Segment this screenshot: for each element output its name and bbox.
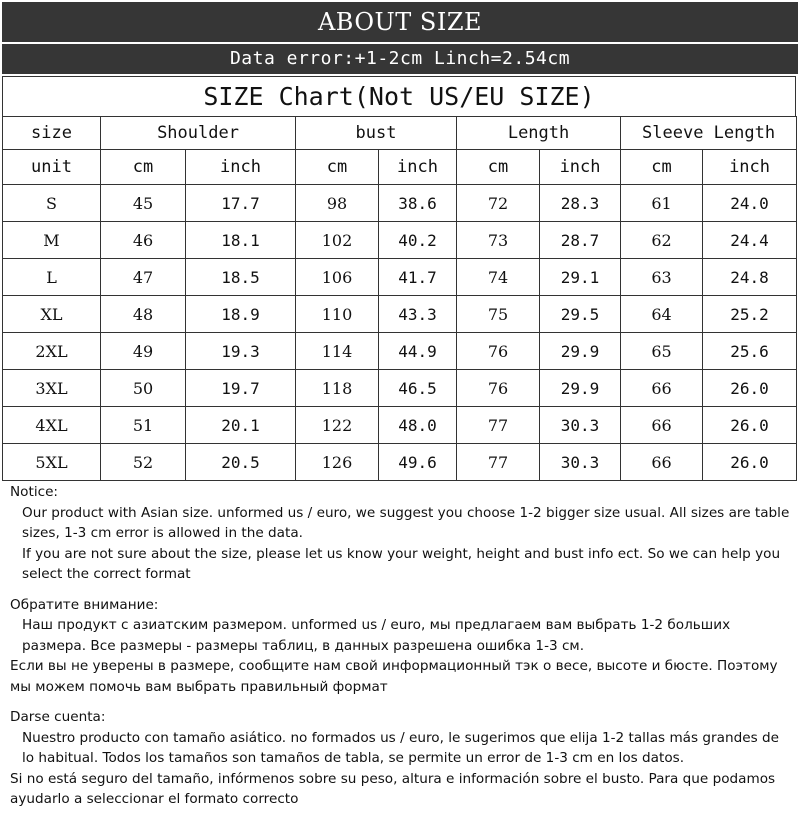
measurement-cell: 29.9 xyxy=(540,370,621,407)
notes-spanish xyxy=(10,707,792,810)
size-row xyxy=(3,259,797,296)
measurement-cell: 38.6 xyxy=(379,185,457,222)
measurement-cell: 50 xyxy=(101,370,186,407)
size-label-cell: XL xyxy=(3,296,101,333)
notes-paragraph: Si no está seguro del tamaño, infórmenos sobre su peso, altura e información sobre el busto. Para que podamos ayudarlo a seleccionar el formato correcto xyxy=(10,770,776,807)
size-label-cell: 5XL xyxy=(3,444,101,481)
measurement-cell: 49.6 xyxy=(379,444,457,481)
notes-paragraph: If you are not sure about the size, please let us know your weight, height and bust info ect. So we can help you select the correct format xyxy=(22,545,781,582)
measurement-cell: 24.8 xyxy=(703,259,797,296)
measurement-cell: 25.2 xyxy=(703,296,797,333)
measurement-cell: 20.1 xyxy=(186,407,296,444)
measurement-cell: 74 xyxy=(457,259,540,296)
notes-heading: Обратите внимание: xyxy=(10,596,159,613)
measurement-cell: 30.3 xyxy=(540,444,621,481)
measurement-cell: 114 xyxy=(296,333,379,370)
measurement-cell: 51 xyxy=(101,407,186,444)
unit-header-cell: inch xyxy=(186,150,296,185)
unit-header-row xyxy=(3,150,797,185)
measurement-cell: 98 xyxy=(296,185,379,222)
measurement-cell: 18.1 xyxy=(186,222,296,259)
notes-heading: Notice: xyxy=(10,484,59,500)
unit-header-cell: inch xyxy=(540,150,621,185)
measurement-cell: 62 xyxy=(621,222,703,259)
measurement-cell: 52 xyxy=(101,444,186,481)
group-header-cell: Length xyxy=(457,117,621,150)
notes-english xyxy=(10,482,792,585)
size-label-cell: S xyxy=(3,185,101,222)
measurement-cell: 64 xyxy=(621,296,703,333)
measurement-cell: 29.9 xyxy=(540,333,621,370)
size-label-cell: L xyxy=(3,259,101,296)
notes-paragraph: Our product with Asian size. unformed us / euro, we suggest you choose 1-2 bigger size usual. All sizes are table sizes, 1-3 cm error is allowed in the data. xyxy=(22,504,790,541)
measurement-cell: 65 xyxy=(621,333,703,370)
group-header-cell: bust xyxy=(296,117,457,150)
notes-paragraph: Наш продукт с азиатским размером. unformed us / euro, мы предлагаем вам выбрать 1-2 больших размера. Все размеры - размеры таблиц, в данных разрешена ошибка 1-3 см. xyxy=(22,617,731,654)
group-header-cell: Sleeve Length xyxy=(621,117,797,150)
measurement-cell: 106 xyxy=(296,259,379,296)
group-header-cell: Shoulder xyxy=(101,117,296,150)
measurement-cell: 77 xyxy=(457,444,540,481)
measurement-cell: 110 xyxy=(296,296,379,333)
measurement-cell: 63 xyxy=(621,259,703,296)
size-label-cell: 3XL xyxy=(3,370,101,407)
data-error-banner: Data error:+1-2cm Linch=2.54cm xyxy=(2,44,798,74)
notes-heading: Darse cuenta: xyxy=(10,709,106,725)
measurement-cell: 26.0 xyxy=(703,407,797,444)
size-row xyxy=(3,333,797,370)
measurement-cell: 19.7 xyxy=(186,370,296,407)
measurement-cell: 26.0 xyxy=(703,370,797,407)
measurement-cell: 29.5 xyxy=(540,296,621,333)
measurement-cell: 122 xyxy=(296,407,379,444)
size-row xyxy=(3,407,797,444)
measurement-cell: 28.7 xyxy=(540,222,621,259)
measurement-cell: 126 xyxy=(296,444,379,481)
unit-header-cell: inch xyxy=(703,150,797,185)
measurement-cell: 18.5 xyxy=(186,259,296,296)
size-row xyxy=(3,444,797,481)
unit-header-cell: inch xyxy=(379,150,457,185)
size-row xyxy=(3,296,797,333)
size-table xyxy=(2,116,797,481)
unit-header-cell: cm xyxy=(296,150,379,185)
measurement-cell: 44.9 xyxy=(379,333,457,370)
measurement-cell: 43.3 xyxy=(379,296,457,333)
measurement-cell: 29.1 xyxy=(540,259,621,296)
measurement-cell: 76 xyxy=(457,370,540,407)
size-row xyxy=(3,222,797,259)
measurement-cell: 17.7 xyxy=(186,185,296,222)
measurement-cell: 30.3 xyxy=(540,407,621,444)
measurement-cell: 72 xyxy=(457,185,540,222)
measurement-cell: 19.3 xyxy=(186,333,296,370)
measurement-cell: 66 xyxy=(621,370,703,407)
unit-header-cell: cm xyxy=(457,150,540,185)
group-header-row xyxy=(3,117,797,150)
measurement-cell: 24.4 xyxy=(703,222,797,259)
measurement-cell: 77 xyxy=(457,407,540,444)
unit-header-cell: cm xyxy=(621,150,703,185)
measurement-cell: 40.2 xyxy=(379,222,457,259)
size-row xyxy=(3,370,797,407)
notes-paragraph: Если вы не уверены в размере, сообщите нам свой информационный тэк о весе, высоте и бюсте. Поэтому мы можем помочь вам выбрать правильный формат xyxy=(10,658,778,695)
size-row xyxy=(3,185,797,222)
measurement-cell: 28.3 xyxy=(540,185,621,222)
measurement-cell: 102 xyxy=(296,222,379,259)
about-size-banner: ABOUT SIZE xyxy=(2,2,798,42)
unit-header-cell: unit xyxy=(3,150,101,185)
measurement-cell: 20.5 xyxy=(186,444,296,481)
measurement-cell: 48.0 xyxy=(379,407,457,444)
measurement-cell: 75 xyxy=(457,296,540,333)
size-notes xyxy=(10,482,792,820)
measurement-cell: 41.7 xyxy=(379,259,457,296)
measurement-cell: 18.9 xyxy=(186,296,296,333)
measurement-cell: 66 xyxy=(621,444,703,481)
notes-russian xyxy=(10,595,792,698)
measurement-cell: 26.0 xyxy=(703,444,797,481)
measurement-cell: 48 xyxy=(101,296,186,333)
size-label-cell: M xyxy=(3,222,101,259)
measurement-cell: 46.5 xyxy=(379,370,457,407)
measurement-cell: 118 xyxy=(296,370,379,407)
measurement-cell: 76 xyxy=(457,333,540,370)
group-header-cell: size xyxy=(3,117,101,150)
measurement-cell: 73 xyxy=(457,222,540,259)
size-chart-title: SIZE Chart(Not US/EU SIZE) xyxy=(2,76,796,116)
measurement-cell: 24.0 xyxy=(703,185,797,222)
measurement-cell: 47 xyxy=(101,259,186,296)
size-label-cell: 4XL xyxy=(3,407,101,444)
size-label-cell: 2XL xyxy=(3,333,101,370)
notes-paragraph: Nuestro producto con tamaño asiático. no formados us / euro, le sugerimos que elija 1-2 tallas más grandes de lo habitual. Todos los tamaños son tamaños de tabla, se permite un error de 1-3 cm en los datos. xyxy=(22,729,779,766)
measurement-cell: 45 xyxy=(101,185,186,222)
measurement-cell: 25.6 xyxy=(703,333,797,370)
unit-header-cell: cm xyxy=(101,150,186,185)
measurement-cell: 66 xyxy=(621,407,703,444)
measurement-cell: 49 xyxy=(101,333,186,370)
measurement-cell: 61 xyxy=(621,185,703,222)
measurement-cell: 46 xyxy=(101,222,186,259)
